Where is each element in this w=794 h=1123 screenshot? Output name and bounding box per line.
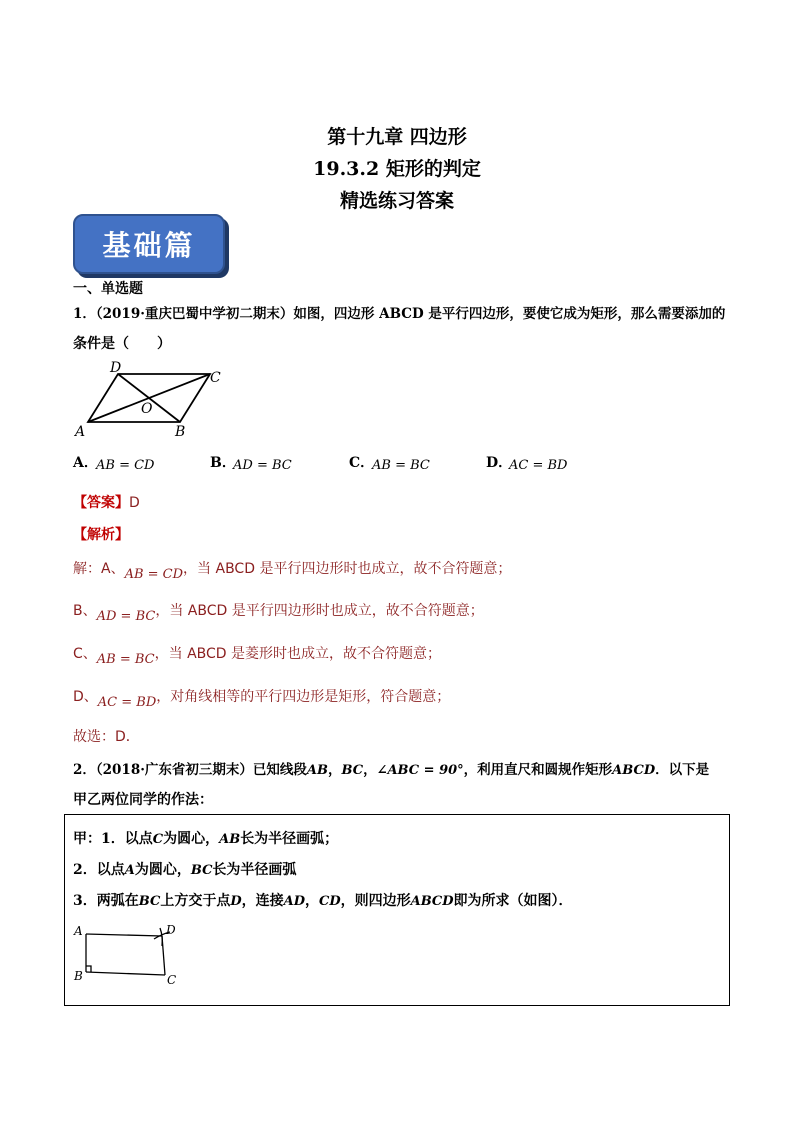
label-b: B (175, 424, 186, 440)
section-title: 19.3.2 矩形的判定 (313, 158, 481, 180)
q1-parallelogram-figure (70, 360, 230, 440)
arc-from-c (160, 928, 162, 946)
q2-stem-line2: 甲乙两位同学的作法： (73, 792, 213, 808)
q2-rectangle-figure (70, 920, 190, 990)
label-c: C (210, 370, 221, 386)
analysis-label: 【解析】 (73, 527, 129, 543)
q2-step-2: 2．以点A为圆心，BC长为半径画弧 (73, 862, 297, 878)
option-a-letter: A． (73, 455, 98, 471)
label-d: D (110, 360, 122, 376)
option-b-letter: B． (210, 455, 236, 471)
option-d-letter: D． (486, 455, 513, 471)
option-a-expr: AB = CD (96, 458, 155, 473)
option-b-expr: AD = BC (233, 458, 292, 473)
analysis-line-b: B、AD = BC，当 ABCD 是平行四边形时也成立，故不合符题意； (73, 603, 484, 624)
label-b: B (74, 969, 83, 983)
part-heading: 一、单选题 (73, 281, 143, 297)
analysis-conclusion: 故选：D． (73, 729, 140, 745)
q1-stem-line1: 1．（2019·重庆巴蜀中学初二期末）如图，四边形 ABCD 是平行四边形，要使它成为矩形，那么需要添加的 (73, 306, 726, 322)
analysis-line-d: D、AC = BD，对角线相等的平行四边形是矩形，符合题意； (73, 689, 451, 710)
option-d-expr: AC = BD (509, 458, 568, 473)
chapter-title: 第十九章 四边形 (327, 126, 467, 148)
subtitle: 精选练习答案 (339, 190, 454, 212)
answer-line (73, 492, 140, 512)
answer-label: 【答案】 (73, 495, 129, 511)
q2-stem-line1: 2．（2018·广东省初三期末）已知线段AB，BC，∠ABC = 90°，利用直尺和圆规作矩形ABCD．以下是 (73, 762, 710, 778)
analysis-line-c: C、AB = BC，当 ABCD 是菱形时也成立，故不合符题意； (73, 646, 442, 667)
side-bc (86, 972, 165, 975)
side-ad (86, 934, 162, 936)
q2-step-1: 甲：1．以点C为圆心，AB长为半径画弧； (73, 831, 339, 847)
analysis-line-a: 解：A、AB = CD，当 ABCD 是平行四边形时也成立，故不合符题意； (73, 561, 512, 582)
basic-section-badge: 基础篇 (73, 214, 225, 274)
option-c-expr: AB = BC (372, 458, 430, 473)
q1-stem-line2: 条件是（ ） (73, 336, 171, 352)
label-o: O (141, 401, 153, 417)
label-a: A (75, 424, 86, 440)
label-c: C (167, 973, 177, 987)
answer-value: D (129, 495, 140, 511)
label-d: D (166, 923, 176, 937)
right-angle-mark (86, 966, 91, 972)
label-a: A (74, 924, 83, 938)
q2-step-3: 3．两弧在BC上方交于点D，连接AD，CD，则四边形ABCD即为所求（如图）． (73, 893, 573, 909)
option-c-letter: C． (349, 455, 375, 471)
